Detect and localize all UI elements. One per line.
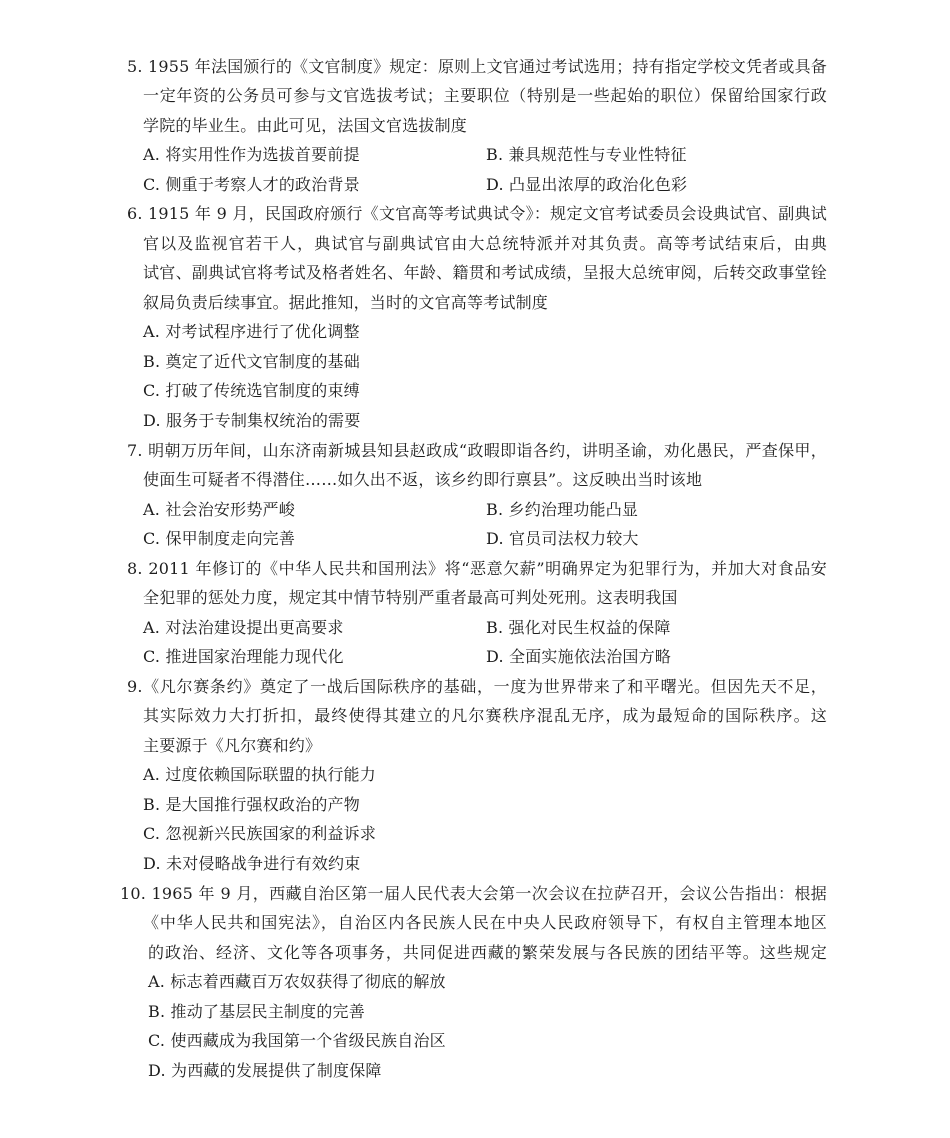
question-9-stem-line-2: 其实际效力大打折扣，最终使得其建立的凡尔赛秩序混乱无序，成为最短命的国际秩序。这: [143, 706, 827, 725]
question-6-option-b: B. 奠定了近代文官制度的基础: [143, 352, 360, 371]
question-7-option-a: A. 社会治安形势严峻: [143, 500, 295, 519]
question-10-option-b: B. 推动了基层民主制度的完善: [148, 1002, 365, 1021]
question-7-stem-line-2: 使面生可疑者不得潜住……如久出不返，该乡约即行禀县”。这反映出当时该地: [143, 470, 703, 489]
question-8-option-d: D. 全面实施依法治国方略: [486, 647, 672, 666]
question-10-stem-line-2: 《中华人民共和国宪法》，自治区内各民族人民在中央人民政府领导下，有权自主管理本地区: [143, 913, 827, 932]
question-6-stem-line-1: 6. 1915 年 9 月，民国政府颁行《文官高等考试典试令》：规定文官考试委员会设典试官、副典试: [127, 204, 827, 223]
question-5-option-d: D. 凸显出浓厚的政治化色彩: [486, 175, 688, 194]
question-5-option-c: C. 侧重于考察人才的政治背景: [143, 175, 360, 194]
question-9-stem-line-1: 9.《凡尔赛条约》奠定了一战后国际秩序的基础，一度为世界带来了和平曙光。但因先天不足，: [127, 677, 827, 696]
question-5-option-a: A. 将实用性作为选拔首要前提: [143, 145, 360, 164]
question-5-stem-line-1: 5. 1955 年法国颁行的《文官制度》规定：原则上文官通过考试选用；持有指定学校文凭者或具备: [127, 57, 827, 76]
question-8-option-b: B. 强化对民生权益的保障: [486, 618, 671, 637]
question-6-stem-line-2: 官以及监视官若干人，典试官与副典试官由大总统特派并对其负责。高等考试结束后，由典: [143, 234, 827, 253]
question-8-option-a: A. 对法治建设提出更高要求: [143, 618, 344, 637]
question-8-stem-line-2: 全犯罪的惩处力度，规定其中情节特别严重者最高可判处死刑。这表明我国: [143, 588, 678, 607]
question-6-option-d: D. 服务于专制集权统治的需要: [143, 411, 361, 430]
question-10-option-c: C. 使西藏成为我国第一个省级民族自治区: [148, 1031, 446, 1050]
question-10-option-d: D. 为西藏的发展提供了制度保障: [148, 1061, 382, 1080]
question-9-stem-line-3: 主要源于《凡尔赛和约》: [143, 736, 322, 755]
question-9-option-b: B. 是大国推行强权政治的产物: [143, 795, 360, 814]
question-9-option-a: A. 过度依赖国际联盟的执行能力: [143, 765, 376, 784]
question-9-option-d: D. 未对侵略战争进行有效约束: [143, 854, 361, 873]
question-10-option-a: A. 标志着西藏百万农奴获得了彻底的解放: [148, 972, 446, 991]
question-5-option-b: B. 兼具规范性与专业性特征: [486, 145, 687, 164]
question-6-stem-line-4: 叙局负责后续事宜。据此推知，当时的文官高等考试制度: [143, 293, 549, 312]
question-8-option-c: C. 推进国家治理能力现代化: [143, 647, 344, 666]
question-10-stem-line-1: 10. 1965 年 9 月，西藏自治区第一届人民代表大会第一次会议在拉萨召开，会议公告指出：根据: [120, 884, 827, 903]
question-7-stem-line-1: 7. 明朝万历年间，山东济南新城县知县赵政成“政暇即诣各约，讲明圣谕，劝化愚民，严查保甲，: [127, 441, 827, 460]
question-9-option-c: C. 忽视新兴民族国家的利益诉求: [143, 824, 377, 843]
question-6-option-a: A. 对考试程序进行了优化调整: [143, 322, 360, 341]
question-8-stem-line-1: 8. 2011 年修订的《中华人民共和国刑法》将“恶意欠薪”明确界定为犯罪行为，并加大对食品安: [127, 559, 827, 578]
question-5-stem-line-3: 学院的毕业生。由此可见，法国文官选拔制度: [143, 116, 468, 135]
question-7-option-d: D. 官员司法权力较大: [486, 529, 639, 548]
question-6-stem-line-3: 试官、副典试官将考试及格者姓名、年龄、籍贯和考试成绩，呈报大总统审阅，后转交政事堂铨: [143, 263, 827, 282]
question-10-stem-line-3: 的政治、经济、文化等各项事务，共同促进西藏的繁荣发展与各民族的团结平等。这些规定: [148, 943, 827, 962]
question-6-option-c: C. 打破了传统选官制度的束缚: [143, 381, 360, 400]
question-7-option-b: B. 乡约治理功能凸显: [486, 500, 639, 519]
question-5-stem-line-2: 一定年资的公务员可参与文官选拔考试；主要职位（特别是一些起始的职位）保留给国家行政: [143, 86, 827, 105]
question-7-option-c: C. 保甲制度走向完善: [143, 529, 296, 548]
